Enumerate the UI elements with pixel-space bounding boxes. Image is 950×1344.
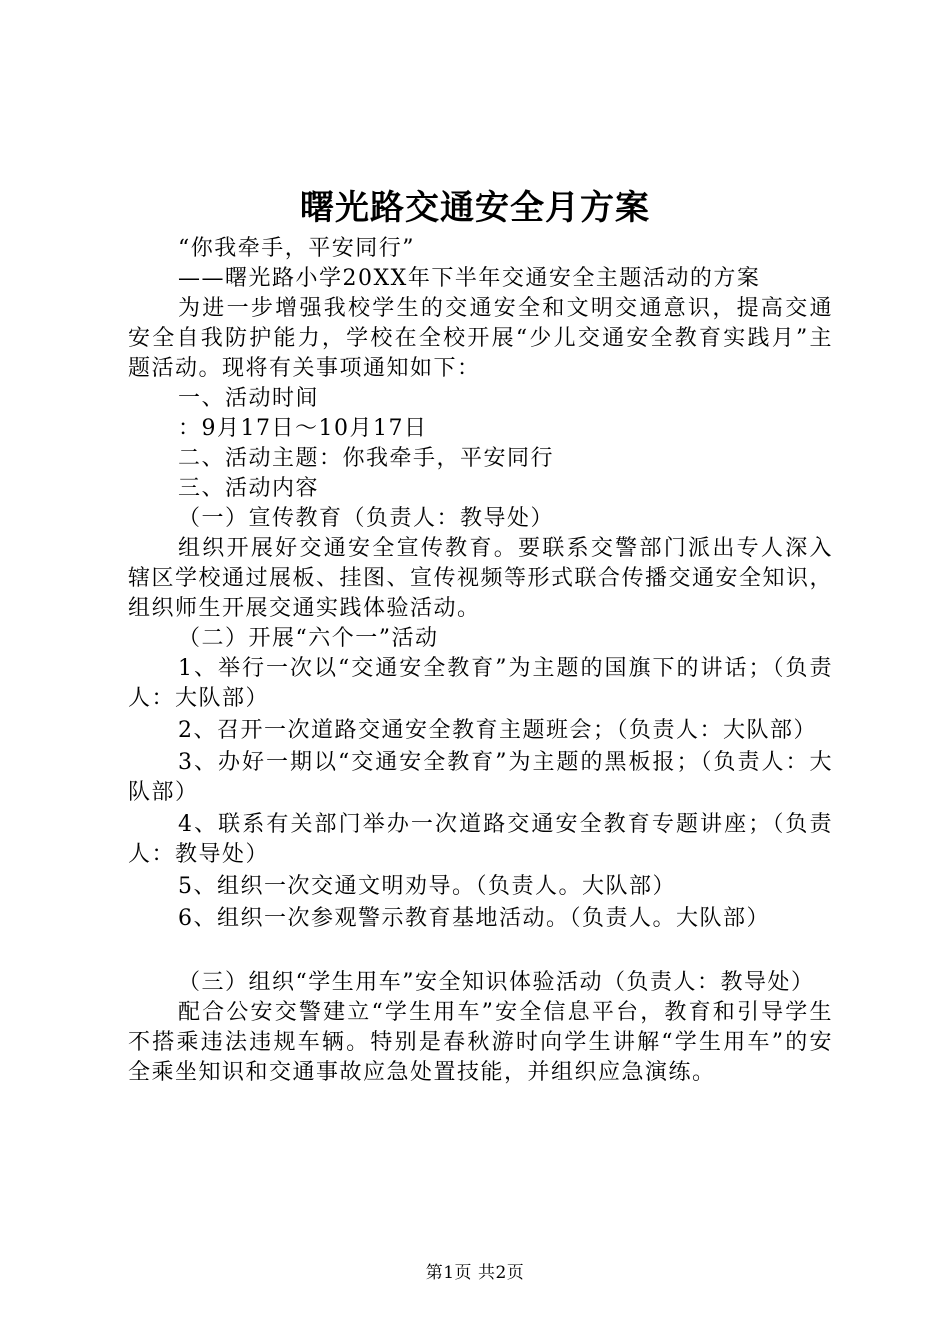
subsection-text-student-vehicle: 配合公安交警建立“学生用车”安全信息平台，教育和引导学生不搭乘违法违规车辆。特别是春秋游时向学生讲解“学生用车”的安全乘坐知识和交通事故应急处置技能，并组织应急演练。 xyxy=(128,1000,833,1085)
page-number-footer: 第1页 共2页 xyxy=(425,1263,525,1283)
subtitle: ——曙光路小学20XX年下半年交通安全主题活动的方案 xyxy=(178,266,761,291)
slogan: “你我牵手，平安同行” xyxy=(178,236,415,261)
activity-item: 5、组织一次交通文明劝导。（负责人。大队部） xyxy=(178,874,676,899)
subsection-heading-six-activities: （二）开展“六个一”活动 xyxy=(178,626,439,651)
section-value-time: ：9月17日～10月17日 xyxy=(178,416,428,441)
activity-item: 6、组织一次参观警示教育基地活动。（负责人。大队部） xyxy=(178,906,770,931)
document-title: 曙光路交通安全月方案 xyxy=(300,188,650,228)
section-heading-time: 一、活动时间 xyxy=(178,386,320,411)
activity-item: 1、举行一次以“交通安全教育”为主题的国旗下的讲话；（负责人：大队部） xyxy=(128,656,833,711)
blank-line xyxy=(128,936,833,968)
section-theme: 二、活动主题：你我牵手，平安同行 xyxy=(178,446,555,471)
intro-paragraph: 为进一步增强我校学生的交通安全和文明交通意识，提高交通安全自我防护能力，学校在全校开展“少儿交通安全教育实践月”主题活动。现将有关事项通知如下： xyxy=(128,296,833,381)
activity-item: 4、联系有关部门举办一次道路交通安全教育专题讲座；（负责人：教导处） xyxy=(128,812,833,867)
subsection-heading-publicity: （一）宣传教育（负责人：教导处） xyxy=(178,506,555,531)
subsection-text-publicity: 组织开展好交通安全宣传教育。要联系交警部门派出专人深入辖区学校通过展板、挂图、宣传视频等形式联合传播交通安全知识，组织师生开展交通实践体验活动。 xyxy=(128,536,834,621)
document-body xyxy=(128,234,833,1088)
activity-item: 3、办好一期以“交通安全教育”为主题的黑板报；（负责人：大队部） xyxy=(128,750,833,805)
activity-item: 2、召开一次道路交通安全教育主题班会；（负责人：大队部） xyxy=(178,718,817,743)
subsection-heading-student-vehicle: （三）组织“学生用车”安全知识体验活动（负责人：教导处） xyxy=(178,970,815,995)
section-heading-content: 三、活动内容 xyxy=(178,476,320,501)
